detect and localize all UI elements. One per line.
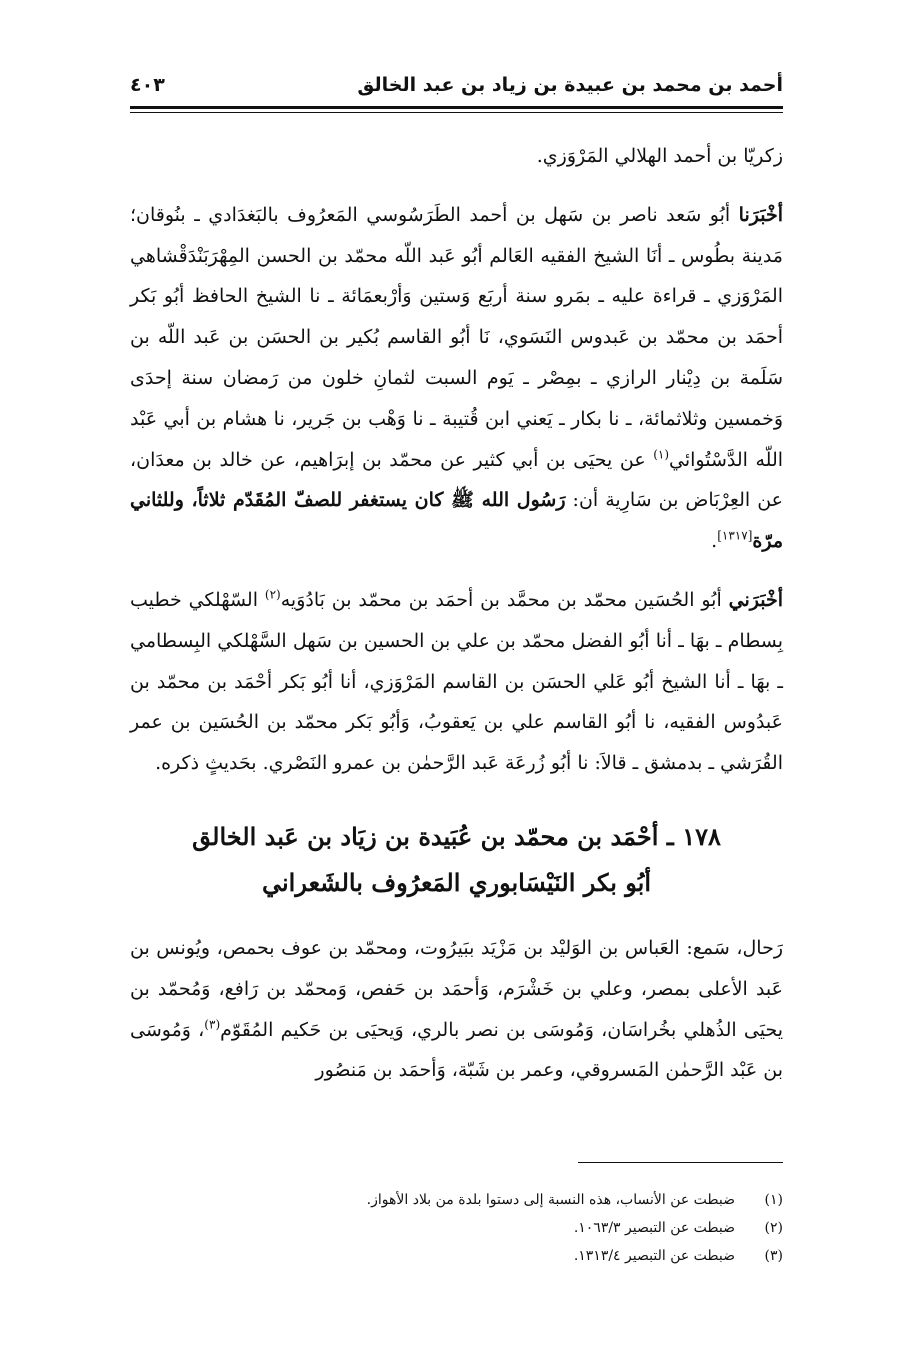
- footnote-item: [130, 1214, 783, 1242]
- paragraph-2-text-continued: عن يحيَى بن أبي كثير عن محمّد بن إبرَاهيم، عن خالد بن معدَان، عن العِرْبَاض بن سَارِية أن:: [130, 448, 784, 512]
- paragraph-4-text: رَحال، سَمع: العَباس بن الوَليْد بن مَزْيَد ببَيرُوت، ومحمّد بن عوف بحمص، ويُونس بن عَبد الأعلى بمصر، وعلي بن خَشْرَم، وَأحمَد بن حَفص، وَمحمّد بن رَافع، وَمُحمّد بن يحيَى الذُهلي بخُراسَان، وَمُوسَى بن نصر بالري، وَيحيَى بن حَكيم المُقَوّم: [130, 936, 783, 1041]
- entry-heading-line-1: ١٧٨ ـ أحْمَد بن محمّد بن عُبَيدة بن زيَاد بن عَبد الخالق: [192, 821, 721, 851]
- paragraph-4: [130, 928, 783, 1091]
- running-title: أحمد بن محمد بن عبيدة بن زياد بن عبد الخالق: [357, 74, 783, 96]
- page-number: ٤٠٣: [130, 74, 165, 96]
- footnote-number: (٣): [764, 1248, 783, 1264]
- paragraph-2-lead: أخْبَرَنا: [738, 203, 783, 226]
- paragraph-3-text-continued: السّهْلكي خطيب بِسطام ـ بهَا ـ أنا أبُو الفضل محمّد بن علي بن الحسين بن سَهل السَّهْلكي البِسطامي ـ بهَا ـ أنا الشيخ أبُو عَلي الحسَن بن القاسم المَرْوَزي، أنا أبُو بَكر أحْمَد بن محمّد بن عَبدُوس الفقيه، نا أبُو القاسم علي بن يَعقوبُ، وَأبُو بَكر محمّد بن الحُسَين بن عمر القُرَشي ـ بدمشق ـ قالاَ: نا أبُو زُرعَة عَبد الرَّحمٰن بن عمرو النَصْري. بحَديثٍ ذكره.: [130, 588, 783, 775]
- paragraph-2-text: أبُو سَعد ناصر بن سَهل بن أحمد الطَرَسُوسي المَعرُوف بالبَغدَادي ـ بنُوقان؛ مَدينة بطُوس ـ أنَا الشيخ الفقيه العَالم أبُو عَبد اللّه محمّد بن الحسن المِهْرَبَنْدَقْشاهي المَرْوَزي ـ قراءة عليه ـ بمَرو سنة أربَع وَستين وَأرْبعمَائة ـ نا الشيخ الحافظ أبُو بَكر أحمَد بن محمّد بن عَبدوس النَسَوي، نَا أبُو القاسم بُكير بن الحسَن بن عَبد اللّه بن سَلَمة بن دِيْنار الرازي ـ بمِصْر ـ يَوم السبت لثمانِ خلون من رَمضان سنة إحدَى وَخمسين وثلاثمائة، ـ نا بكار ـ يَعني ابن قُتيبة ـ نا وَهْب بن جَرير، نا هشام بن أبي عَبْد اللّه الدَّسْتُوائي: [130, 203, 784, 471]
- entry-heading: [130, 814, 783, 906]
- footnote-text: ضبطت عن التبصير ١٣١٣/٤.: [573, 1248, 735, 1264]
- footnote-number: (١): [764, 1192, 783, 1208]
- hadith-number: [١٣١٧]: [717, 528, 753, 543]
- footnote-item: [130, 1242, 783, 1270]
- footnote-marker-2[interactable]: (٢): [264, 587, 281, 602]
- page-header: [130, 68, 783, 102]
- footnote-marker-3[interactable]: (٣): [204, 1017, 221, 1032]
- main-text: [130, 136, 783, 1091]
- footnote-item: [130, 1186, 783, 1214]
- footnote-text: ضبطت عن الأنساب، هذه النسبة إلى دستوا بلدة من بلاد الأهواز.: [366, 1192, 735, 1208]
- footnote-number: (٢): [764, 1220, 783, 1236]
- paragraph-4-text-continued: ، وَمُوسَى بن عَبْد الرَّحمٰن المَسروقي، وعمر بن شَبّة، وَأحمَد بن مَنصُور: [130, 1018, 783, 1082]
- paragraph-1: زكريّا بن أحمد الهلالي المَرْوَزي.: [536, 145, 783, 167]
- footnote-text: ضبطت عن التبصير ١٠٦٣/٣.: [573, 1220, 735, 1236]
- hadith-text: رَسُول الله ﷺ كان يستغفر للصفّ المُقَدّم ثلاثاً، وللثاني مرّة: [130, 489, 783, 553]
- footnotes: [130, 1186, 783, 1270]
- paragraph-3-text: أبُو الحُسَين محمّد بن محمَّد بن أحمَد بن محمّد بن بَادُوَيه: [280, 588, 722, 611]
- paragraph-2: أخْبَرَنا أبُو سَعد ناصر بن سَهل بن أحمد الطَرَسُوسي المَعرُوف بالبَغدَادي ـ بنُوقان؛ مَدينة بطُوس ـ أنَا الشيخ الفقيه العَالم أبُو عَبد اللّه محمّد بن الحسن المِهْرَبَنْدَقْشاهي المَرْوَزي ـ قراءة عليه ـ بمَرو سنة أربَع وَستين وَأرْبعمَائة ـ نا الشيخ الحافظ أبُو بَكر أحمَد بن محمّد بن عَبدوس النَسَوي، نَا أبُو القاسم بُكير بن الحسَن بن عَبد اللّه بن سَلَمة بن دِيْنار الرازي ـ بمِصْر ـ يَوم السبت لثمانِ خلون من رَمضان سنة إحدَى وَخمسين وثلاثمائة، ـ نا بكار ـ يَعني ابن قُتيبة ـ نا وَهْب بن جَرير، نا هشام بن أبي عَبْد اللّه الدَّسْتُوائي$^{(١)}$ عن يحيَى بن أبي كثير عن محمّد بن إبرَاهيم، عن خالد بن معدَان، عن العِرْبَاض بن سَارِية أن: رَسُول الله ﷺ كان يستغفر للصفّ المُقَدّم ثلاثاً، وللثاني مرّة[١٣١٧].: [130, 203, 784, 553]
- paragraph-3-lead: أخْبَرَني: [728, 588, 784, 611]
- footnote-separator: [578, 1162, 783, 1163]
- paragraph-3: [130, 580, 783, 784]
- header-rule: [130, 106, 783, 113]
- entry-heading-line-2: أبُو بكر النَيْسَابوري المَعرُوف بالشَعراني: [261, 867, 651, 897]
- footnote-marker-1[interactable]: (١): [653, 447, 670, 462]
